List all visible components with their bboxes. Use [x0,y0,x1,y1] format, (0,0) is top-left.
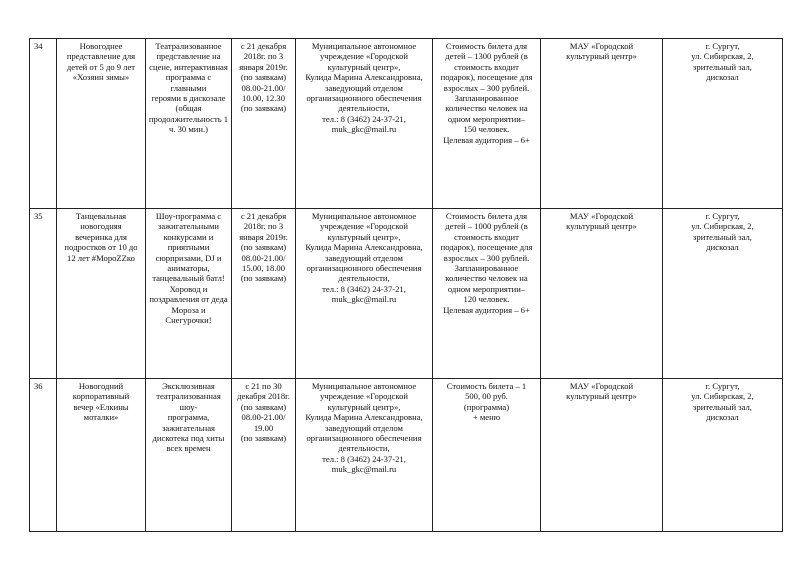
event-venue-org: МАУ «Городской культурный центр» [541,379,663,532]
event-dates: с 21 декабря 2018г. по 3 января 2019г. (по заявкам) 08.00-21.00/ 10.00, 12.30 (по заявкам) [232,39,296,209]
table-row [30,209,783,379]
table-row [30,39,783,209]
event-dates: с 21 декабря 2018г. по 3 января 2019г. (по заявкам) 08.00-21.00/ 15.00, 18.00 (по заявкам) [232,209,296,379]
event-name: Танцевальная новогодняя вечеринка для подростков от 10 до 12 лет #МороZZко [57,209,146,379]
event-description: Театрализованное представление на сцене, интерактивная программа с главными героями в дискозале (общая продолжительность 1 ч. 30 мин.) [146,39,232,209]
event-price: Стоимость билета для детей – 1000 рублей (в стоимость входит подарок), посещение для взрослых – 300 рублей. Запланированное количество человек на одном мероприятии– 120 человек. Целевая аудитория – 6+ [433,209,541,379]
event-name: Новогоднее представление для детей от 5 до 9 лет «Хозяин зимы» [57,39,146,209]
event-organizer: Муниципальное автономное учреждение «Городской культурный центр», Кулида Марина Александровна, заведующий отделом организационного обеспечения деятельности, тел.: 8 (3462) 24-37-21, muk_gkc@mail.ru [296,379,433,532]
event-name: Новогодний корпоративный вечер «Елкины моталки» [57,379,146,532]
event-address: г. Сургут, ул. Сибирская, 2, зрительный зал, дискозал [663,209,783,379]
event-price: Стоимость билета для детей – 1300 рублей (в стоимость входит подарок), посещение для взрослых – 300 рублей. Запланированное количество человек на одном мероприятии– 150 человек. Целевая аудитория – 6+ [433,39,541,209]
row-number: 36 [30,379,57,532]
event-address: г. Сургут, ул. Сибирская, 2, зрительный зал, дискозал [663,39,783,209]
events-table [29,38,783,532]
event-description: Шоу-программа с зажигательными конкурсами и приятными сюрпризами, DJ и аниматоры, танцевальный батл! Хоровод и поздравления от деда Мороза и Снегурочки! [146,209,232,379]
event-venue-org: МАУ «Городской культурный центр» [541,39,663,209]
event-description: Эксклюзивная театрализованная шоу- программа, зажигательная дискотека под хиты всех времен [146,379,232,532]
event-organizer: Муниципальное автономное учреждение «Городской культурный центр», Кулида Марина Александровна, заведующий отделом организационного обеспечения деятельности, тел.: 8 (3462) 24-37-21, muk_gkc@mail.ru [296,39,433,209]
row-number: 35 [30,209,57,379]
event-venue-org: МАУ «Городской культурный центр» [541,209,663,379]
table-row [30,379,783,532]
event-dates: с 21 по 30 декабря 2018г. (по заявкам) 08.00-21.00/ 19.00 (по заявкам) [232,379,296,532]
event-address: г. Сургут, ул. Сибирская, 2, зрительный зал, дискозал [663,379,783,532]
event-price: Стоимость билета – 1 500, 00 руб. (программа) + меню [433,379,541,532]
event-organizer: Муниципальное автономное учреждение «Городской культурный центр», Кулида Марина Александровна, заведующий отделом организационного обеспечения деятельности, тел.: 8 (3462) 24-37-21, muk_gkc@mail.ru [296,209,433,379]
row-number: 34 [30,39,57,209]
